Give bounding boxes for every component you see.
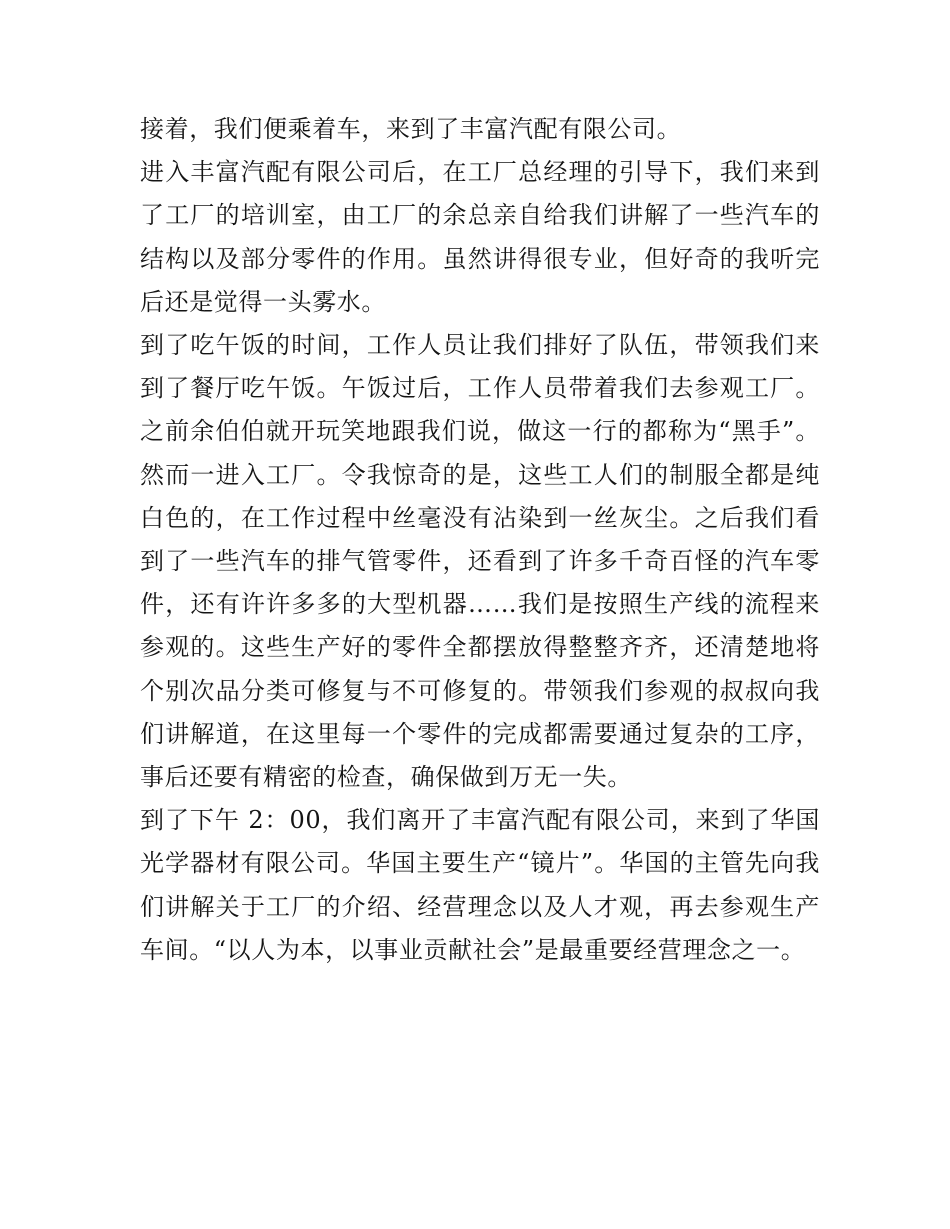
paragraph-arrival: 接着，我们便乘着车，来到了丰富汽配有限公司。 [140,115,682,143]
paragraph-training-room: 进入丰富汽配有限公司后，在工厂总经理的引导下，我们来到了工厂的培训室，由工厂的余总亲自给我们讲解了一些汽车的结构以及部分零件的作用。虽然讲得很专业，但好奇的我听完后还是觉得一头雾水。 [140,158,820,316]
document-body [140,108,820,972]
paragraph-factory-tour: 到了吃午饭的时间，工作人员让我们排好了队伍，带领我们来到了餐厅吃午饭。午饭过后，工作人员带着我们去参观工厂。之前余伯伯就开玩笑地跟我们说，做这一行的都称为“黑手”。然而一进入工厂。令我惊奇的是，这些工人们的制服全都是纯白色的，在工作过程中丝毫没有沾染到一丝灰尘。之后我们看到了一些汽车的排气管零件，还看到了许多千奇百怪的汽车零件，还有许许多多的大型机器……我们是按照生产线的流程来参观的。这些生产好的零件全都摆放得整整齐齐，还清楚地将个别次品分类可修复与不可修复的。带领我们参观的叔叔向我们讲解道，在这里每一个零件的完成都需要通过复杂的工序，事后还要有精密的检查，确保做到万无一失。 [140,331,820,792]
paragraph-optics-company: 到了下午 2：00，我们离开了丰富汽配有限公司，来到了华国光学器材有限公司。华国主要生产“镜片”。华国的主管先向我们讲解关于工厂的介绍、经营理念以及人才观，再去参观生产车间。“以人为本，以事业贡献社会”是最重要经营理念之一。 [140,806,820,964]
